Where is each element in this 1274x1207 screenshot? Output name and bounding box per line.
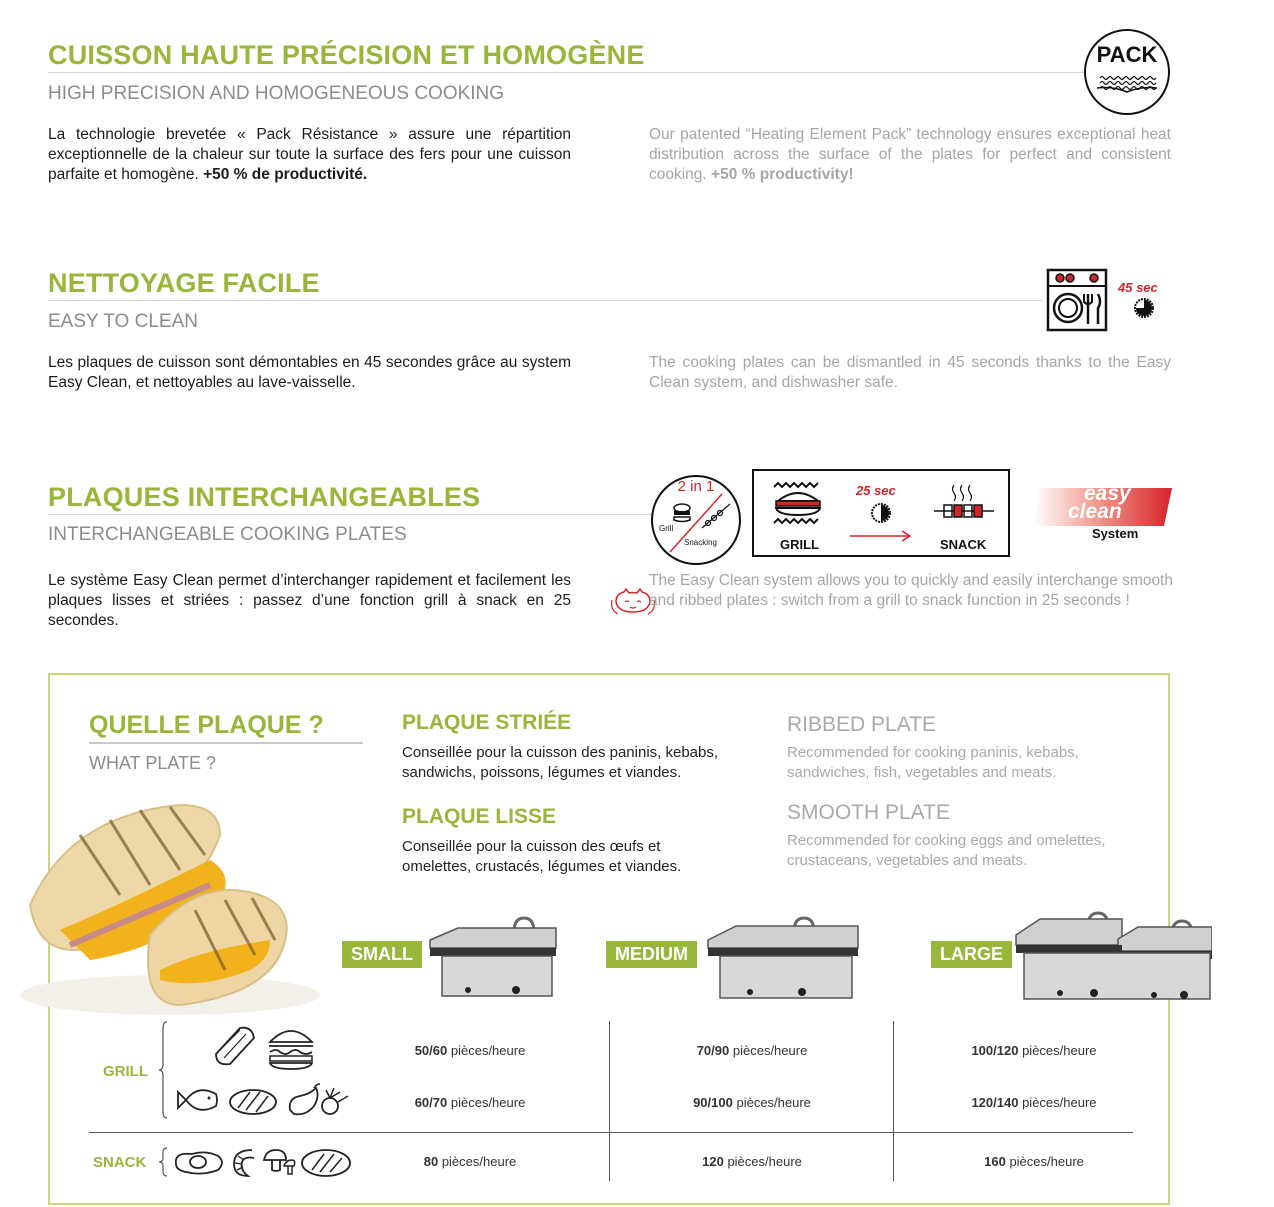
pack-badge-label: PACK <box>1096 42 1158 67</box>
rate-snack-medium: 120 pièces/heure <box>702 1154 802 1169</box>
vegetables-icon <box>286 1082 352 1118</box>
grill-small-label: Grill <box>659 524 674 533</box>
two-in-one-label: 2 in 1 <box>677 478 715 495</box>
egg-icon <box>172 1150 226 1176</box>
easy-clean-logo <box>1034 484 1172 542</box>
rate-grill-large-2: 120/140 pièces/heure <box>971 1095 1097 1110</box>
fish-icon <box>176 1084 220 1116</box>
smooth-steak-icon <box>300 1148 352 1178</box>
smooth-plate-title-en: SMOOTH PLATE <box>787 801 950 824</box>
snacking-small-label: Snacking <box>684 538 717 547</box>
grill-machine-small-image <box>428 912 568 1002</box>
cleaning-time-label: 45 sec <box>1118 280 1158 295</box>
grill-machine-medium-image <box>706 912 866 1002</box>
smooth-plate-text-fr: Conseillée pour la cuisson des œufs et omelettes, crustacés, légumes et viandes. <box>402 838 682 875</box>
divider <box>48 72 1088 73</box>
rate-grill-small-1: 50/60 pièces/heure <box>414 1043 526 1058</box>
rate-grill-medium-2: 90/100 pièces/heure <box>693 1095 811 1110</box>
dishwasher-icon <box>1046 268 1110 332</box>
snack-label: SNACK <box>940 537 987 552</box>
section-subtitle-cleaning: EASY TO CLEAN <box>48 311 198 332</box>
ribbed-plate-title-en: RIBBED PLATE <box>787 713 936 736</box>
rate-grill-small-2: 60/70 pièces/heure <box>414 1095 526 1110</box>
switch-time-label: 25 sec <box>856 483 896 498</box>
arrow-right-icon <box>850 529 912 543</box>
panini-image <box>20 795 340 1015</box>
plates-text-fr: Le système Easy Clean permet d’interchanger rapidement et facilement les plaques lisses et striées : passez d’une fonction grill à snack en 25 secondes. <box>48 572 571 629</box>
smooth-plate-text-en: Recommended for cooking eggs and omelettes, crustaceans, vegetables and meats. <box>787 832 1106 869</box>
section-title-cleaning: NETTOYAGE FACILE <box>48 268 320 298</box>
grill-label: GRILL <box>780 537 819 552</box>
row-label-snack: SNACK <box>93 1154 147 1171</box>
rate-grill-medium-1: 70/90 pièces/heure <box>696 1043 808 1058</box>
ribbed-plate-title-fr: PLAQUE STRIÉE <box>402 711 572 734</box>
grill-machine-large-image <box>1014 905 1212 1005</box>
panel-title: QUELLE PLAQUE ? <box>89 711 324 739</box>
timer-icon <box>1133 297 1155 319</box>
cooking-text-fr: La technologie brevetée « Pack Résistance » assure une répartition exceptionnelle de la chaleur sur toute la surface des fers pour une cuisson parfaite et homogène. +50 % de productivité. <box>48 126 571 183</box>
shrimp-icon <box>230 1146 260 1178</box>
bracket-snack <box>157 1146 169 1178</box>
divider <box>48 300 1043 301</box>
section-title-cooking: CUISSON HAUTE PRÉCISION ET HOMOGÈNE <box>48 40 645 70</box>
section-subtitle-cooking: HIGH PRECISION AND HOMOGENEOUS COOKING <box>48 83 505 104</box>
row-label-grill: GRILL <box>103 1063 148 1080</box>
pack-badge-icon <box>1083 28 1171 116</box>
two-in-one-icon <box>650 474 742 566</box>
column-divider <box>609 1021 610 1181</box>
rate-grill-large-1: 100/120 pièces/heure <box>971 1043 1097 1058</box>
rate-snack-large: 160 pièces/heure <box>984 1154 1084 1169</box>
size-badge-large: LARGE <box>931 941 1012 968</box>
rate-snack-small: 80 pièces/heure <box>423 1154 517 1169</box>
ribbed-plate-text-en: Recommended for cooking paninis, kebabs, sandwiches, fish, vegetables and meats. <box>787 744 1079 781</box>
steak-icon <box>228 1088 278 1116</box>
column-divider <box>893 1021 894 1181</box>
divider <box>89 742 363 744</box>
burger-icon <box>266 1024 316 1070</box>
ribbed-sandwich-icon <box>770 479 826 527</box>
timer-icon <box>870 502 892 524</box>
section-title-plates: PLAQUES INTERCHANGEABLES <box>48 482 481 512</box>
skewer-icon <box>932 481 996 521</box>
easy-clean-logo-line1: easy <box>1084 482 1131 505</box>
divider <box>48 514 653 515</box>
cooking-text-en: Our patented “Heating Element Pack” technology ensures exceptional heat distribution across the surface of the plates for perfect and consistent cooking. +50 % productivity! <box>649 126 1171 183</box>
easy-clean-logo-line3: System <box>1092 526 1139 541</box>
section-subtitle-plates: INTERCHANGEABLE COOKING PLATES <box>48 524 407 545</box>
cleaning-text-fr: Les plaques de cuisson sont démontables en 45 secondes grâce au system Easy Clean, et nettoyables au lave-vaisselle. <box>48 354 571 391</box>
mushroom-icon <box>262 1148 296 1178</box>
smooth-plate-title-fr: PLAQUE LISSE <box>402 805 557 828</box>
wrap-icon <box>210 1024 260 1068</box>
row-divider <box>89 1132 1133 1133</box>
plates-text-en: The Easy Clean system allows you to quickly and easily interchange smooth and ribbed plates : switch from a grill to snack function in 25 seconds ! <box>649 572 1173 609</box>
bracket-grill <box>157 1020 169 1120</box>
size-badge-small: SMALL <box>342 941 422 968</box>
ribbed-plate-text-fr: Conseillée pour la cuisson des paninis, kebabs, sandwichs, poissons, légumes et viandes. <box>402 744 719 781</box>
easy-clean-logo-line2: clean <box>1068 500 1122 523</box>
size-badge-medium: MEDIUM <box>606 941 697 968</box>
grill-to-snack-diagram <box>752 469 1010 557</box>
panel-subtitle: WHAT PLATE ? <box>89 753 217 773</box>
cleaning-text-en: The cooking plates can be dismantled in 45 seconds thanks to the Easy Clean system, and dishwasher safe. <box>649 354 1171 391</box>
